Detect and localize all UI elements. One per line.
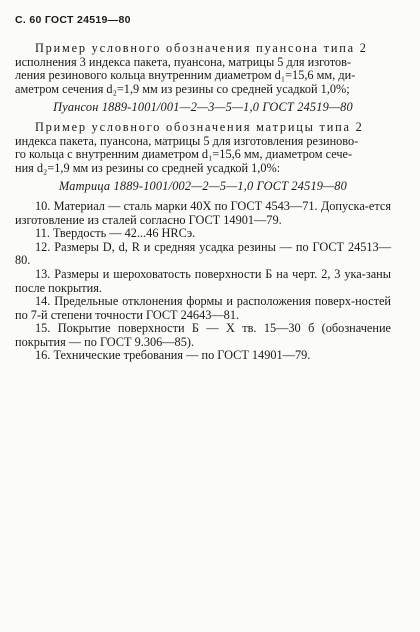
requirement-item: 13. Размеры и шероховатость поверхности Б на черт. 2, 3 ука-заны после покрытия.: [15, 266, 391, 295]
punch-example-line: исполнения 3 индекса пакета, пуансона, матрицы 5 для изготов-: [15, 54, 352, 69]
technical-requirements-list: [15, 200, 391, 363]
requirement-item: 11. Твердость — 42...46 HRCэ.: [35, 226, 196, 241]
die-example-line: Пример условного обозначения матрицы типа 2: [35, 119, 364, 134]
requirement-item: 15. Покрытие поверхности Б — Х тв. 15—30 б (обозначение покрытия — по ГОСТ 9.306—85).: [15, 321, 391, 349]
page-body: [15, 42, 391, 363]
die-designation: Матрица 1889-1001/002—2—5—1,0 ГОСТ 24519—80: [58, 179, 347, 194]
requirement-item: 14. Предельные отклонения формы и расположения поверх-ностей по 7-й степени точности ГОСТ 24643—81.: [15, 294, 391, 322]
die-example-line: индекса пакета, пуансона, матрицы 5 для изготовления резиново-: [15, 133, 359, 148]
requirement-item: 16. Технические требования — по ГОСТ 14901—79.: [35, 348, 311, 363]
punch-example-line: Пример условного обозначения пуансона типа 2: [35, 41, 368, 55]
punch-example-line: ления резинового кольца внутренним диаметром d₁=15,6 мм, ди-: [15, 68, 356, 83]
punch-example: [15, 42, 391, 115]
die-example-line: ния d₂=1,9 мм из резины со средней усадкой 1,0%:: [15, 160, 281, 175]
requirement-item: 12. Размеры D, d, R и средняя усадка резины — по ГОСТ 24513—80.: [15, 239, 391, 268]
requirement-item: 10. Материал — сталь марки 40Х по ГОСТ 4543—71. Допуска-ется изготовление из сталей согласно ГОСТ 14901—79.: [15, 198, 391, 227]
die-example: [15, 121, 391, 194]
page-header: С. 60 ГОСТ 24519—80: [15, 14, 131, 26]
die-example-line: го кольца с внутренним диаметром d₁=15,6 мм, диаметром сече-: [15, 147, 353, 162]
punch-designation: Пуансон 1889-1001/001—2—3—5—1,0 ГОСТ 24519—80: [53, 100, 353, 115]
punch-example-line: аметром сечения d₂=1,9 мм из резины со средней усадкой 1,0%;: [15, 81, 350, 96]
